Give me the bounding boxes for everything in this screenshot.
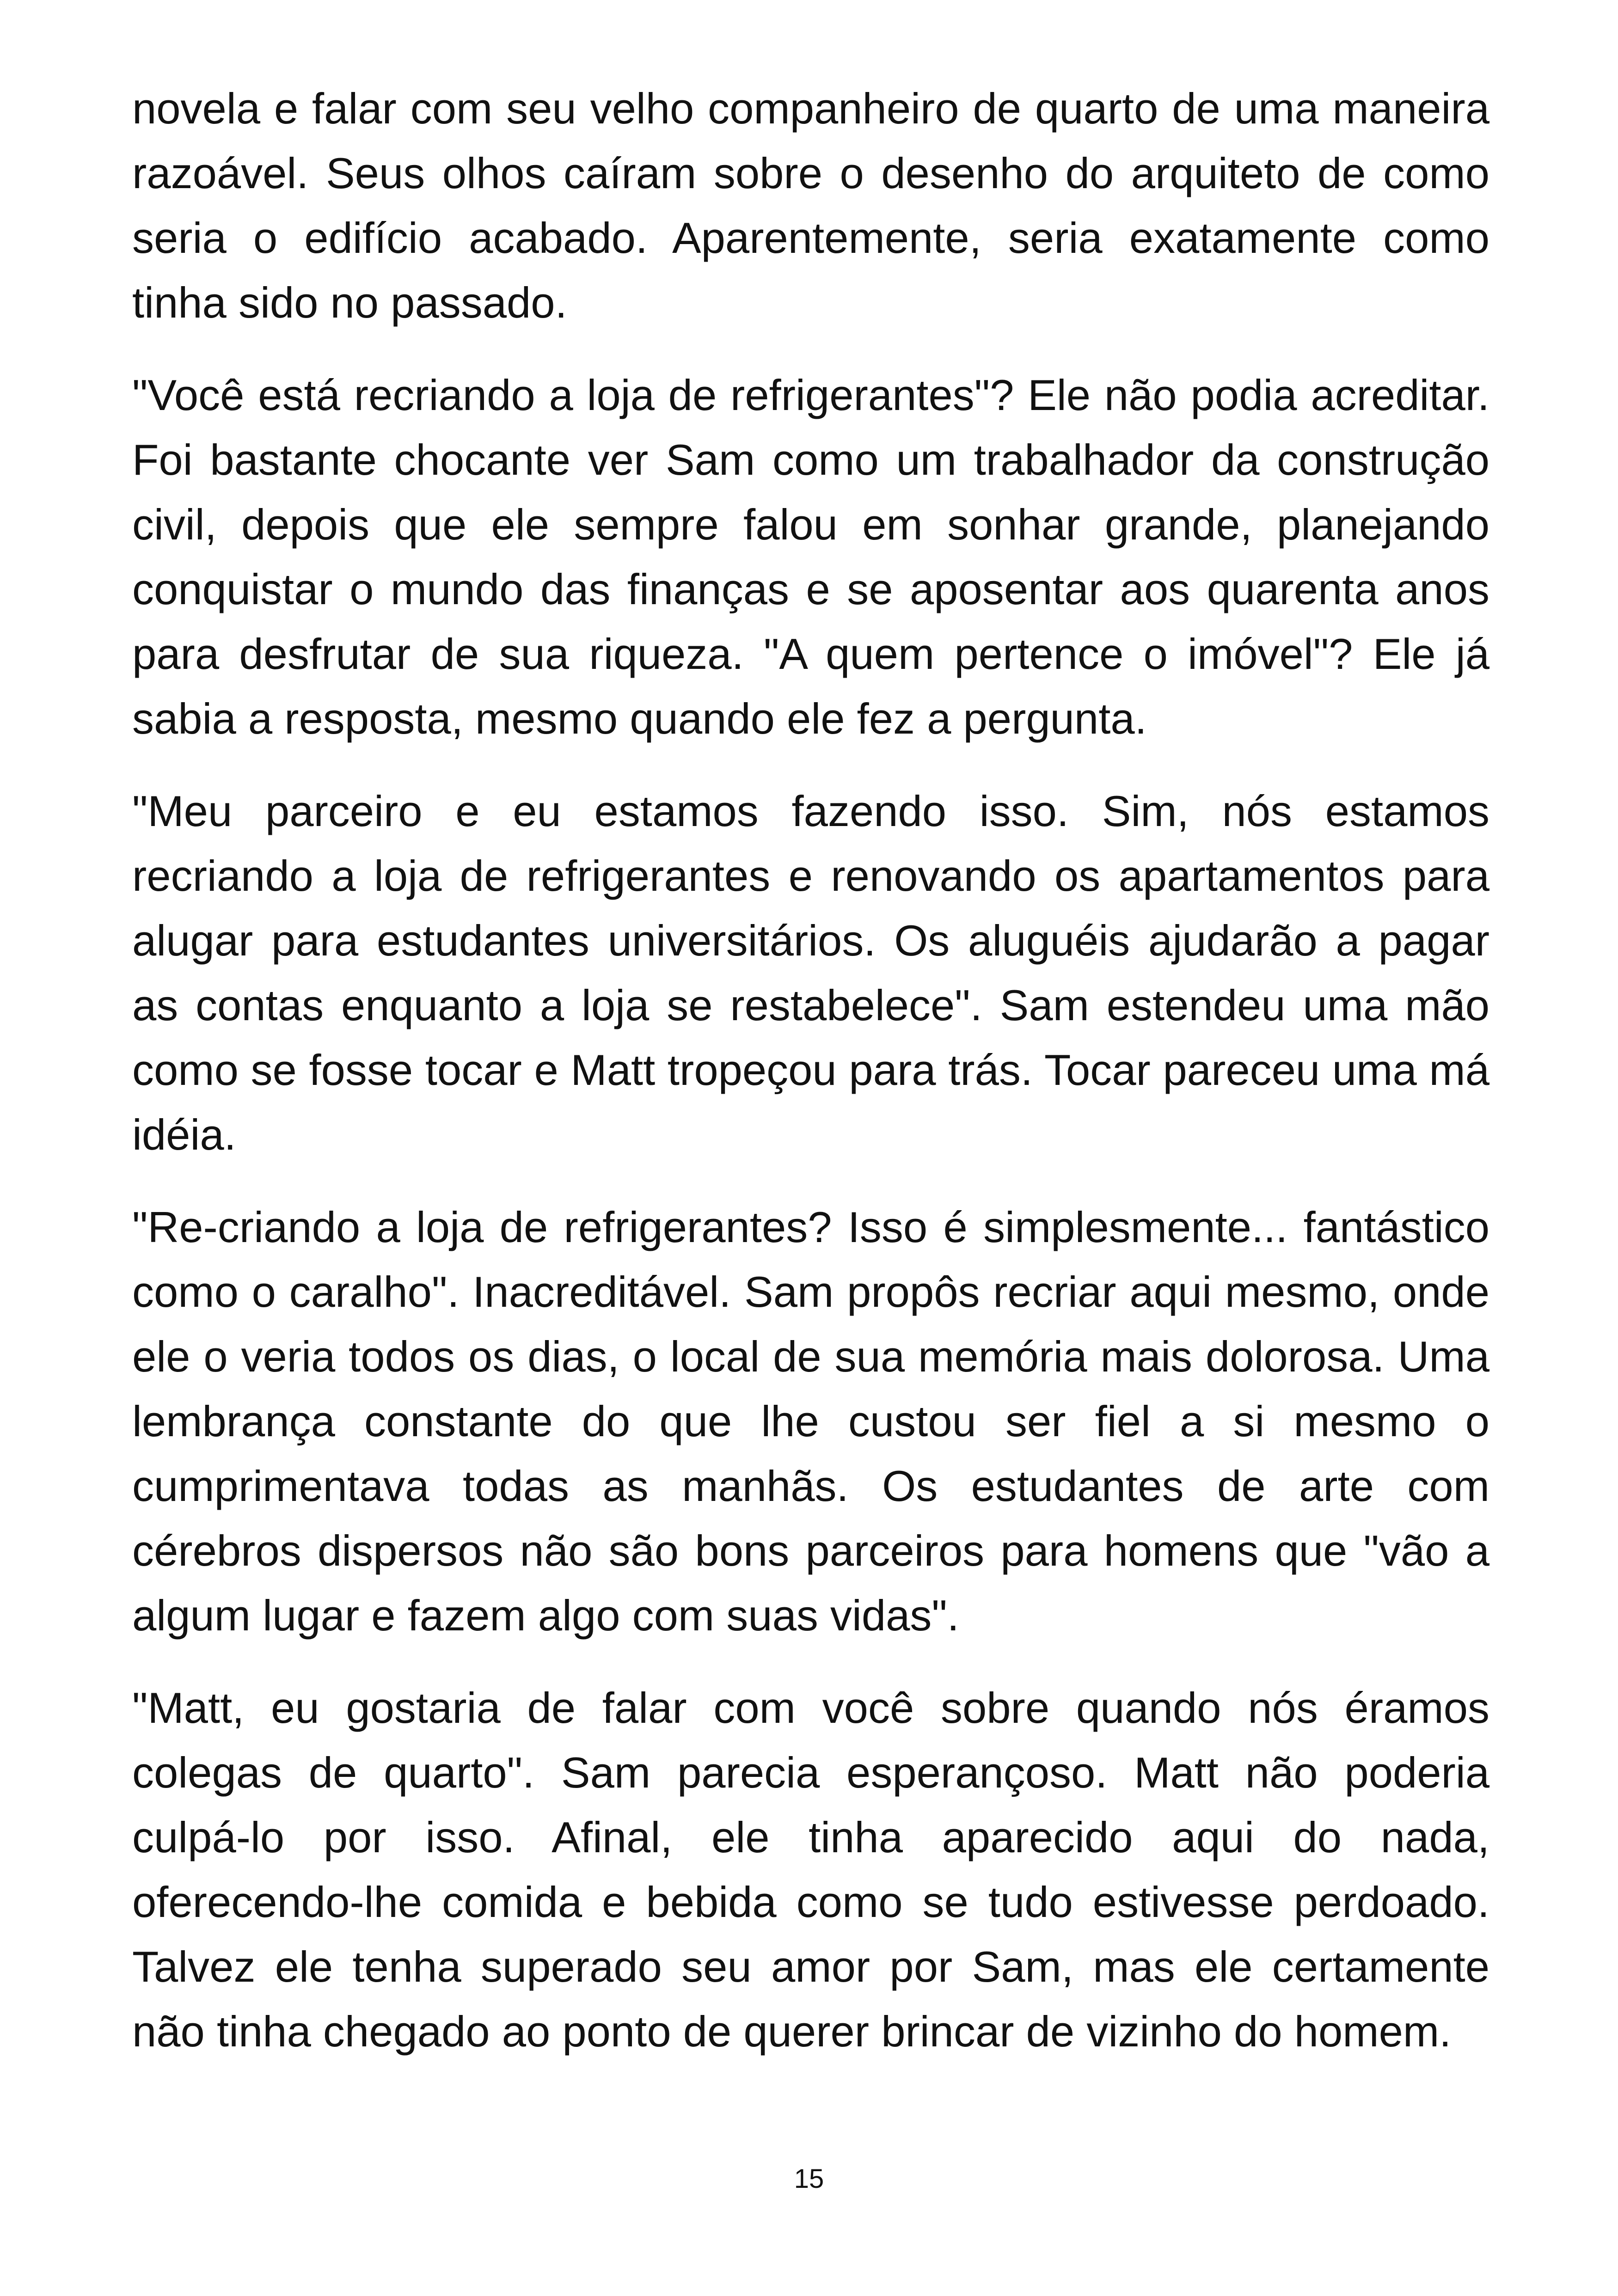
paragraph-1: novela e falar com seu velho companheiro de quarto de uma maneira razoável. Seus olhos caíram sobre o desenho do arquiteto de como seria o edifício acabado. Aparentemente, seria exatamente como tinha sido no passado.	[132, 84, 1489, 327]
paragraph-3: "Meu parceiro e eu estamos fazendo isso. Sim, nós estamos recriando a loja de refrigerantes e renovando os apartamentos para alugar para estudantes universitários. Os aluguéis ajudarão a pagar as contas enquanto a loja se restabelece". Sam estendeu uma mão como se fosse tocar e Matt tropeçou para trás. Tocar pareceu uma má idéia.	[132, 787, 1489, 1159]
page-number: 15	[794, 2164, 824, 2194]
paragraph-4: "Re-criando a loja de refrigerantes? Isso é simplesmente... fantástico como o caralho". Inacreditável. Sam propôs recriar aqui mesmo, onde ele o veria todos os dias, o local de sua memória mais dolorosa. Uma lembrança constante do que lhe custou ser fiel a si mesmo o cumprimentava todas as manhãs. Os estudantes de arte com cérebros dispersos não são bons parceiros para homens que "vão a algum lugar e fazem algo com suas vidas".	[132, 1203, 1489, 1640]
paragraph-5: "Matt, eu gostaria de falar com você sobre quando nós éramos colegas de quarto". Sam parecia esperançoso. Matt não poderia culpá-lo por isso. Afinal, ele tinha aparecido aqui do nada, oferecendo-lhe comida e bebida como se tudo estivesse perdoado. Talvez ele tenha superado seu amor por Sam, mas ele certamente não tinha chegado ao ponto de querer brincar de vizinho do homem.	[132, 1684, 1489, 2056]
body-text	[132, 76, 1489, 2092]
paragraph-2: "Você está recriando a loja de refrigerantes"? Ele não podia acreditar. Foi bastante chocante ver Sam como um trabalhador da construção civil, depois que ele sempre falou em sonhar grande, planejando conquistar o mundo das finanças e se aposentar aos quarenta anos para desfrutar de sua riqueza. "A quem pertence o imóvel"? Ele já sabia a resposta, mesmo quando ele fez a pergunta.	[132, 371, 1489, 743]
